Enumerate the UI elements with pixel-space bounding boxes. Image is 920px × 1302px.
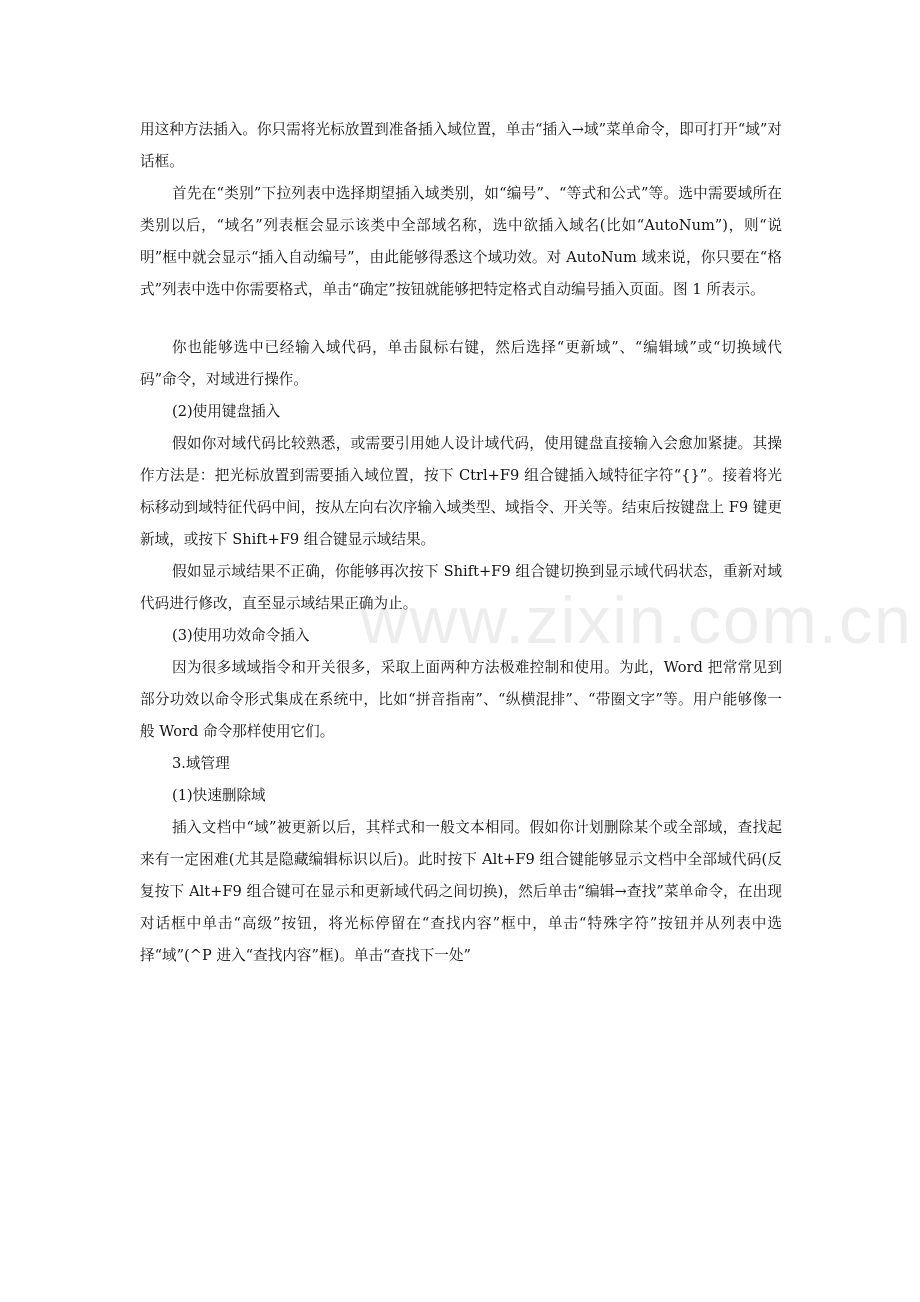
paragraph-choose-category: 首先在“类别”下拉列表中选择期望插入域类别，如“编号”、“等式和公式”等。选中需要域所在类别以后，“域名”列表框会显示该类中全部域名称，选中欲插入域名(比如“AutoNum”)，则“说明”框中就会显示“插入自动编号”，由此能够得悉这个域功效。对 AutoNum 域来说，你只要在“格式”列表中选中你需要格式，单击“确定”按钮就能够把特定格式自动编号插入页面。图 1 所表示。 [140,185,782,298]
subheading-keyboard-insert: (2)使用键盘插入 [172,403,281,420]
paragraph-insert-field-dialog: 用这种方法插入。你只需将光标放置到准备插入域位置，单击“插入→域”菜单命令，即可打开“域”对话框。 [140,121,782,170]
subheading-quick-delete: (1)快速删除域 [172,787,266,804]
paragraph-right-click-edit: 你也能够选中已经输入域代码，单击鼠标右键，然后选择“更新域”、“编辑域”或“切换域代码”命令，对域进行操作。 [140,339,782,388]
paragraph-result-incorrect: 假如显示域结果不正确，你能够再次按下 Shift+F9 组合键切换到显示域代码状态，重新对域代码进行修改，直至显示域结果正确为止。 [140,563,782,612]
watermark: www.zixin.com.cn [360,583,913,657]
document-body [140,114,782,972]
heading-field-management: 3.域管理 [172,755,230,772]
paragraph-command-features: 因为很多域域指令和开关很多，采取上面两种方法极难控制和使用。为此，Word 把常常见到部分功效以命令形式集成在系统中，比如“拼音指南”、“纵横混排”、“带圈文字”等。用户能够像一般 Word 命令那样使用它们。 [140,659,782,740]
paragraph-delete-fields: 插入文档中“域”被更新以后，其样式和一般文本相同。假如你计划删除某个或全部域，查找起来有一定困难(尤其是隐藏编辑标识以后)。此时按下 Alt+F9 组合键能够显示文档中全部域代码(反复按下 Alt+F9 组合键可在显示和更新域代码之间切换)，然后单击“编辑→查找”菜单命令，在出现对话框中单击“高级”按钮，将光标停留在“查找内容”框中，单击“特殊字符”按钮并从列表中选择“域”(^P 进入“查找内容”框)。单击“查找下一处” [140,819,782,964]
paragraph-keyboard-method: 假如你对域代码比较熟悉，或需要引用她人设计域代码，使用键盘直接输入会愈加紧捷。其操作方法是：把光标放置到需要插入域位置，按下 Ctrl+F9 组合键插入域特征字符“{}”。接着将光标移动到域特征代码中间，按从左向右次序输入域类型、域指令、开关等。结束后按键盘上 F9 键更新域，或按下 Shift+F9 组合键显示域结果。 [140,435,782,548]
subheading-command-insert: (3)使用功效命令插入 [172,627,310,644]
